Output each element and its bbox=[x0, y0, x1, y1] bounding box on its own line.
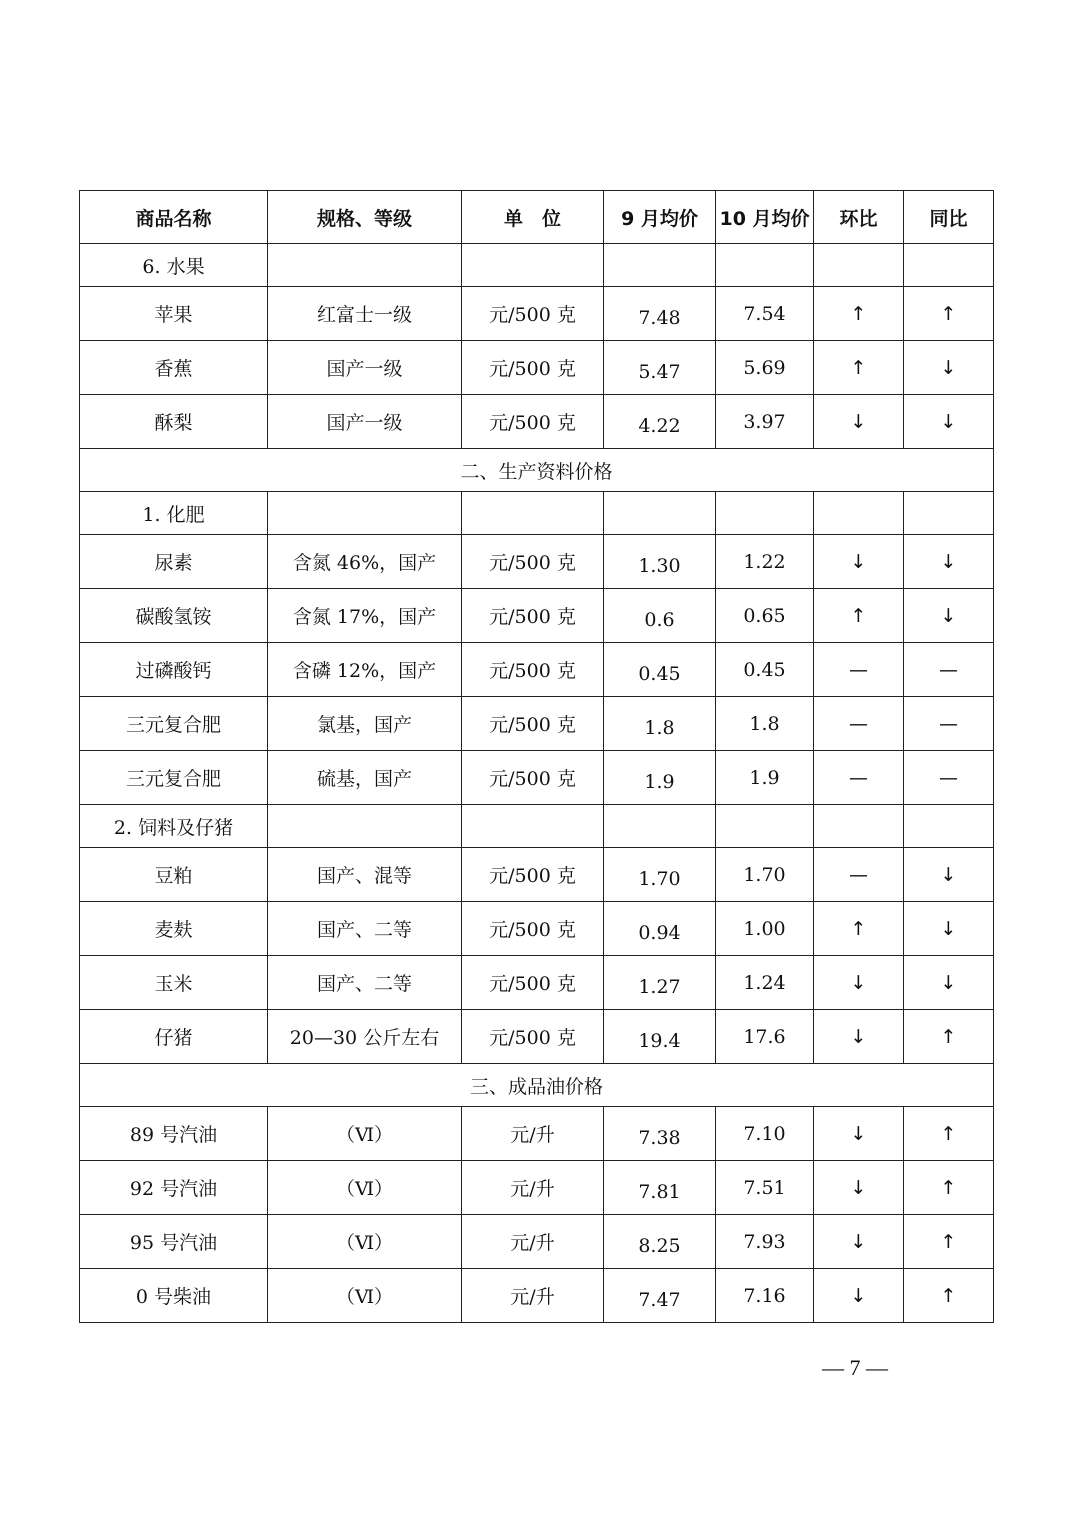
table-row bbox=[80, 848, 994, 902]
cell-yoy: — bbox=[904, 697, 994, 751]
table-row bbox=[80, 643, 994, 697]
cell-oct: 1.24 bbox=[716, 956, 814, 1010]
cell-spec: 红富士一级 bbox=[268, 287, 462, 341]
cell-oct: 7.10 bbox=[716, 1107, 814, 1161]
header-name: 商品名称 bbox=[80, 191, 268, 244]
cell-sep: 19.4 bbox=[604, 1010, 716, 1064]
cell-unit: 元/500 克 bbox=[462, 341, 604, 395]
cell-mom: ↑ bbox=[814, 902, 904, 956]
cell-mom: ↑ bbox=[814, 589, 904, 643]
cell-mom: ↑ bbox=[814, 341, 904, 395]
section-heading-row bbox=[80, 449, 994, 492]
cell-name: 香蕉 bbox=[80, 341, 268, 395]
cell-name: 92 号汽油 bbox=[80, 1161, 268, 1215]
cell-yoy: ↓ bbox=[904, 956, 994, 1010]
cell-unit: 元/500 克 bbox=[462, 643, 604, 697]
empty-cell bbox=[904, 492, 994, 535]
cell-spec: 含氮 17%，国产 bbox=[268, 589, 462, 643]
cell-oct: 17.6 bbox=[716, 1010, 814, 1064]
cell-spec: 含磷 12%，国产 bbox=[268, 643, 462, 697]
cell-oct: 0.45 bbox=[716, 643, 814, 697]
cell-sep: 7.47 bbox=[604, 1269, 716, 1323]
cell-unit: 元/500 克 bbox=[462, 697, 604, 751]
cell-spec: （Ⅵ） bbox=[268, 1269, 462, 1323]
empty-cell bbox=[462, 805, 604, 848]
cell-name: 0 号柴油 bbox=[80, 1269, 268, 1323]
cell-mom: ↓ bbox=[814, 1161, 904, 1215]
table-row bbox=[80, 1107, 994, 1161]
cell-mom: ↓ bbox=[814, 395, 904, 449]
header-spec: 规格、等级 bbox=[268, 191, 462, 244]
cell-spec: 国产、混等 bbox=[268, 848, 462, 902]
empty-cell bbox=[904, 805, 994, 848]
table-row bbox=[80, 1010, 994, 1064]
cell-unit: 元/500 克 bbox=[462, 535, 604, 589]
empty-cell bbox=[716, 492, 814, 535]
empty-cell bbox=[716, 244, 814, 287]
header-mom: 环比 bbox=[814, 191, 904, 244]
header-oct-avg: 10 月均价 bbox=[716, 191, 814, 244]
cell-name: 三元复合肥 bbox=[80, 751, 268, 805]
empty-cell bbox=[268, 492, 462, 535]
empty-cell bbox=[814, 805, 904, 848]
cell-spec: 国产、二等 bbox=[268, 956, 462, 1010]
empty-cell bbox=[604, 244, 716, 287]
cell-sep: 5.47 bbox=[604, 341, 716, 395]
cell-spec: 国产一级 bbox=[268, 395, 462, 449]
cell-sep: 7.38 bbox=[604, 1107, 716, 1161]
table-row bbox=[80, 751, 994, 805]
empty-cell bbox=[814, 492, 904, 535]
group-heading: 2. 饲料及仔猪 bbox=[80, 805, 268, 848]
empty-cell bbox=[814, 244, 904, 287]
cell-name: 95 号汽油 bbox=[80, 1215, 268, 1269]
header-unit: 单 位 bbox=[462, 191, 604, 244]
cell-sep: 1.9 bbox=[604, 751, 716, 805]
empty-cell bbox=[904, 244, 994, 287]
table-row bbox=[80, 589, 994, 643]
table-row bbox=[80, 1161, 994, 1215]
table-row bbox=[80, 395, 994, 449]
section-heading: 三、成品油价格 bbox=[80, 1064, 994, 1107]
cell-oct: 5.69 bbox=[716, 341, 814, 395]
cell-oct: 0.65 bbox=[716, 589, 814, 643]
cell-name: 苹果 bbox=[80, 287, 268, 341]
cell-oct: 1.22 bbox=[716, 535, 814, 589]
cell-spec: （Ⅵ） bbox=[268, 1215, 462, 1269]
empty-cell bbox=[462, 244, 604, 287]
header-yoy: 同比 bbox=[904, 191, 994, 244]
cell-oct: 1.70 bbox=[716, 848, 814, 902]
cell-yoy: ↓ bbox=[904, 589, 994, 643]
cell-name: 豆粕 bbox=[80, 848, 268, 902]
cell-sep: 1.8 bbox=[604, 697, 716, 751]
cell-sep: 0.45 bbox=[604, 643, 716, 697]
table-row bbox=[80, 341, 994, 395]
table-header-row bbox=[80, 191, 994, 244]
empty-cell bbox=[268, 244, 462, 287]
table-body bbox=[80, 244, 994, 1323]
cell-unit: 元/500 克 bbox=[462, 956, 604, 1010]
cell-mom: ↓ bbox=[814, 956, 904, 1010]
cell-yoy: ↑ bbox=[904, 1269, 994, 1323]
cell-yoy: ↑ bbox=[904, 1107, 994, 1161]
table-row bbox=[80, 1269, 994, 1323]
cell-yoy: — bbox=[904, 751, 994, 805]
section-heading-row bbox=[80, 1064, 994, 1107]
cell-spec: 国产一级 bbox=[268, 341, 462, 395]
cell-unit: 元/500 克 bbox=[462, 1010, 604, 1064]
cell-name: 尿素 bbox=[80, 535, 268, 589]
cell-mom: ↑ bbox=[814, 287, 904, 341]
cell-oct: 7.16 bbox=[716, 1269, 814, 1323]
cell-yoy: ↓ bbox=[904, 395, 994, 449]
price-table bbox=[79, 190, 994, 1323]
empty-cell bbox=[716, 805, 814, 848]
table-row bbox=[80, 956, 994, 1010]
cell-sep: 8.25 bbox=[604, 1215, 716, 1269]
cell-unit: 元/升 bbox=[462, 1161, 604, 1215]
cell-mom: ↓ bbox=[814, 1269, 904, 1323]
cell-unit: 元/升 bbox=[462, 1215, 604, 1269]
cell-mom: ↓ bbox=[814, 535, 904, 589]
cell-mom: ↓ bbox=[814, 1215, 904, 1269]
cell-spec: 氯基，国产 bbox=[268, 697, 462, 751]
cell-sep: 4.22 bbox=[604, 395, 716, 449]
cell-unit: 元/500 克 bbox=[462, 395, 604, 449]
cell-sep: 7.48 bbox=[604, 287, 716, 341]
group-heading-row bbox=[80, 244, 994, 287]
page-number: — 7 — bbox=[822, 1355, 888, 1380]
cell-spec: 20—30 公斤左右 bbox=[268, 1010, 462, 1064]
cell-unit: 元/升 bbox=[462, 1107, 604, 1161]
cell-mom: — bbox=[814, 643, 904, 697]
cell-name: 89 号汽油 bbox=[80, 1107, 268, 1161]
cell-mom: ↓ bbox=[814, 1107, 904, 1161]
cell-unit: 元/500 克 bbox=[462, 751, 604, 805]
cell-name: 碳酸氢铵 bbox=[80, 589, 268, 643]
cell-name: 三元复合肥 bbox=[80, 697, 268, 751]
header-sep-avg: 9 月均价 bbox=[604, 191, 716, 244]
cell-sep: 1.30 bbox=[604, 535, 716, 589]
cell-spec: （Ⅵ） bbox=[268, 1161, 462, 1215]
cell-spec: 硫基，国产 bbox=[268, 751, 462, 805]
cell-spec: 国产、二等 bbox=[268, 902, 462, 956]
cell-unit: 元/500 克 bbox=[462, 848, 604, 902]
cell-name: 玉米 bbox=[80, 956, 268, 1010]
cell-yoy: ↓ bbox=[904, 341, 994, 395]
cell-oct: 7.51 bbox=[716, 1161, 814, 1215]
cell-oct: 7.54 bbox=[716, 287, 814, 341]
table-row bbox=[80, 902, 994, 956]
cell-name: 酥梨 bbox=[80, 395, 268, 449]
cell-oct: 3.97 bbox=[716, 395, 814, 449]
cell-yoy: ↓ bbox=[904, 848, 994, 902]
cell-yoy: ↑ bbox=[904, 287, 994, 341]
table-row bbox=[80, 697, 994, 751]
empty-cell bbox=[604, 805, 716, 848]
cell-yoy: — bbox=[904, 643, 994, 697]
cell-yoy: ↓ bbox=[904, 902, 994, 956]
table-row bbox=[80, 535, 994, 589]
cell-name: 仔猪 bbox=[80, 1010, 268, 1064]
cell-unit: 元/500 克 bbox=[462, 287, 604, 341]
cell-yoy: ↑ bbox=[904, 1010, 994, 1064]
group-heading: 6. 水果 bbox=[80, 244, 268, 287]
cell-mom: ↓ bbox=[814, 1010, 904, 1064]
cell-spec: 含氮 46%，国产 bbox=[268, 535, 462, 589]
cell-sep: 1.70 bbox=[604, 848, 716, 902]
group-heading-row bbox=[80, 492, 994, 535]
section-heading: 二、生产资料价格 bbox=[80, 449, 994, 492]
cell-oct: 7.93 bbox=[716, 1215, 814, 1269]
cell-mom: — bbox=[814, 751, 904, 805]
empty-cell bbox=[268, 805, 462, 848]
table-row bbox=[80, 1215, 994, 1269]
cell-yoy: ↓ bbox=[904, 535, 994, 589]
cell-mom: — bbox=[814, 848, 904, 902]
cell-name: 过磷酸钙 bbox=[80, 643, 268, 697]
cell-spec: （Ⅵ） bbox=[268, 1107, 462, 1161]
cell-oct: 1.8 bbox=[716, 697, 814, 751]
cell-yoy: ↑ bbox=[904, 1215, 994, 1269]
cell-oct: 1.9 bbox=[716, 751, 814, 805]
cell-yoy: ↑ bbox=[904, 1161, 994, 1215]
empty-cell bbox=[462, 492, 604, 535]
table-row bbox=[80, 287, 994, 341]
cell-sep: 0.94 bbox=[604, 902, 716, 956]
cell-mom: — bbox=[814, 697, 904, 751]
cell-unit: 元/500 克 bbox=[462, 902, 604, 956]
cell-oct: 1.00 bbox=[716, 902, 814, 956]
cell-unit: 元/500 克 bbox=[462, 589, 604, 643]
cell-sep: 0.6 bbox=[604, 589, 716, 643]
cell-sep: 1.27 bbox=[604, 956, 716, 1010]
group-heading: 1. 化肥 bbox=[80, 492, 268, 535]
cell-sep: 7.81 bbox=[604, 1161, 716, 1215]
group-heading-row bbox=[80, 805, 994, 848]
cell-unit: 元/升 bbox=[462, 1269, 604, 1323]
empty-cell bbox=[604, 492, 716, 535]
cell-name: 麦麸 bbox=[80, 902, 268, 956]
